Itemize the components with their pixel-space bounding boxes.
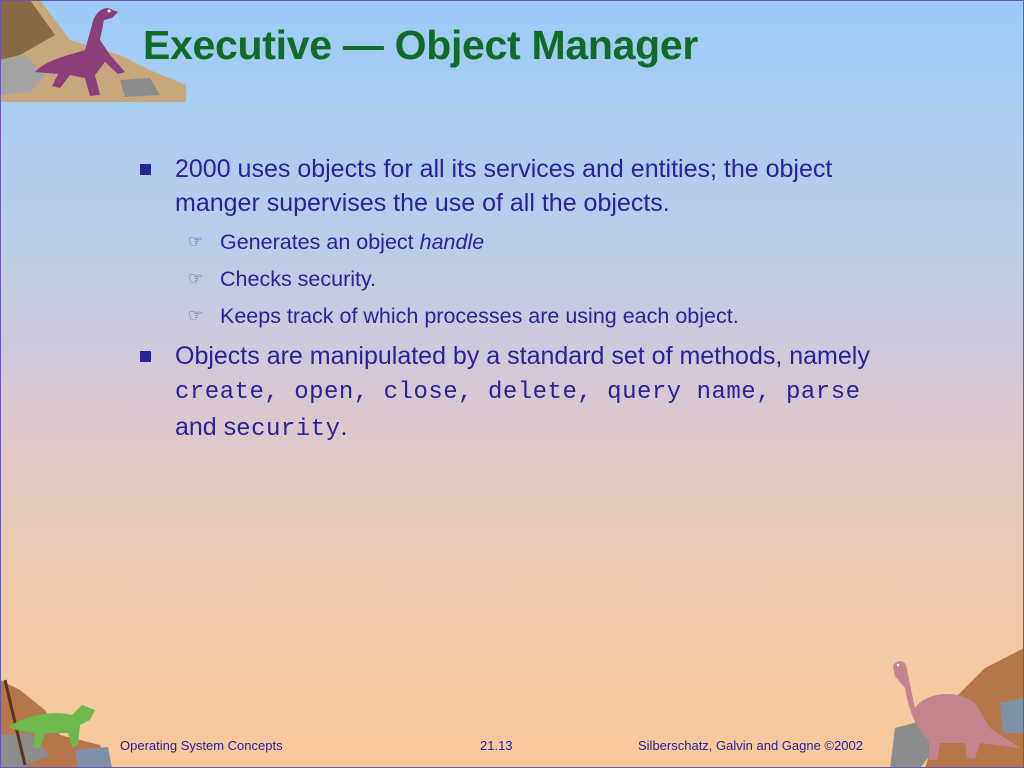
method-list-code: create, open, close, delete, query name, parse (175, 379, 861, 406)
method-security-code: ecurity (236, 416, 341, 443)
footer-course-title: Operating System Concepts (120, 738, 283, 753)
pointing-hand-icon: ☞ (188, 232, 204, 251)
bullet-text: Objects are manipulated by a standard set of methods, namely (175, 342, 870, 370)
bullet-text-end: . (340, 413, 348, 441)
sub-bullet-emphasis: handle (419, 230, 485, 254)
bullet-text-and: and s (175, 413, 237, 441)
sub-bullet-item (138, 302, 898, 330)
bullet-text: 2000 uses objects for all its services and entities; the object manger supervises the use of all the objects. (175, 155, 833, 217)
footer-slide-number: 21.13 (480, 738, 513, 753)
sub-bullet-text: Checks security. (220, 267, 377, 291)
brontosaurus-illustration (885, 648, 1024, 768)
sub-bullet-item (138, 265, 898, 293)
bullet-item (138, 339, 898, 447)
slide-body (138, 152, 898, 455)
bullet-item (138, 152, 898, 220)
square-bullet-icon (140, 351, 151, 362)
square-bullet-icon (140, 164, 151, 175)
slide-title: Executive — Object Manager (143, 22, 699, 68)
pointing-hand-icon: ☞ (188, 306, 204, 325)
pointing-hand-icon: ☞ (188, 269, 204, 288)
sub-bullet-text: Generates an object (220, 230, 420, 254)
sub-bullet-text: Keeps track of which processes are using each object. (220, 304, 739, 328)
sub-bullet-item (138, 228, 898, 256)
footer-copyright: Silberschatz, Galvin and Gagne ©2002 (638, 738, 863, 753)
triceratops-illustration (0, 675, 115, 768)
